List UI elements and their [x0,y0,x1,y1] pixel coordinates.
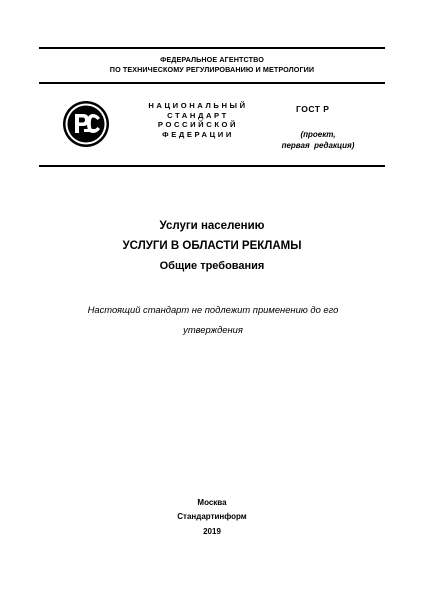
draft-status-line-2: первая редакция) [281,141,355,150]
national-standard-label [138,101,258,139]
title-group: Услуги населению [159,220,265,232]
national-line-3: РОССИЙСКОЙ [157,120,239,129]
approval-note-line-2: утверждения [183,324,243,335]
gost-designation: ГОСТ Р [296,104,330,114]
imprint-city: Москва [197,498,227,507]
agency-line-2: ПО ТЕХНИЧЕСКОМУ РЕГУЛИРОВАНИЮ И МЕТРОЛОГИИ [109,65,315,74]
agency-line-1: ФЕДЕРАЛЬНОЕ АГЕНТСТВО [160,55,264,64]
header-rule [39,82,385,84]
imprint-year: 2019 [203,527,221,536]
gost-r-certification-mark-icon [62,100,110,148]
approval-note [82,300,344,340]
draft-status [268,129,368,151]
top-rule [39,47,385,49]
title-block-rule [39,165,385,167]
imprint-publisher: Стандартинформ [177,512,247,521]
agency-name [39,55,385,75]
document-subtitle: Общие требования [159,260,265,272]
national-line-2: СТАНДАРТ [167,110,229,120]
approval-note-line-1: Настоящий стандарт не подлежит применению до его [87,304,339,315]
document-title: УСЛУГИ В ОБЛАСТИ РЕКЛАМЫ [122,240,302,252]
national-line-1: НАЦИОНАЛЬНЫЙ [148,101,248,110]
draft-status-line-1: (проект, [300,130,336,139]
national-line-4: ФЕДЕРАЦИИ [162,129,234,139]
